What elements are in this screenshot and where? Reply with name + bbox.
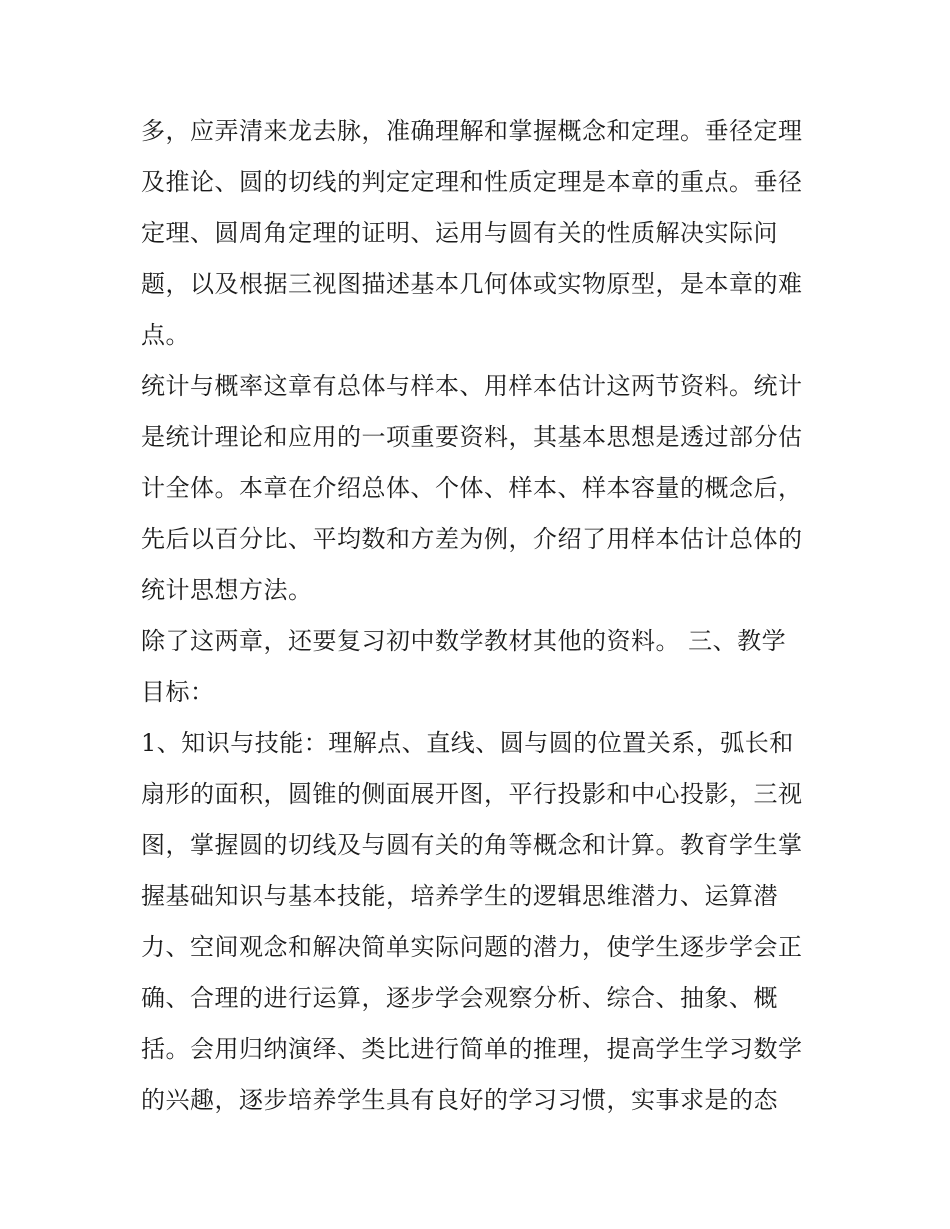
text-line: 扇形的面积，圆锥的侧面展开图，平行投影和中心投影，三视	[141, 780, 803, 808]
body-text	[141, 106, 813, 1126]
text-line: 图，掌握圆的切线及与圆有关的角等概念和计算。教育学生掌	[141, 831, 803, 859]
text-line: 是统计理论和应用的一项重要资料，其基本思想是透过部分估	[141, 423, 803, 451]
text-line: 多，应弄清来龙去脉，准确理解和掌握概念和定理。垂径定理	[141, 117, 803, 145]
text-line: 计全体。本章在介绍总体、个体、样本、样本容量的概念后，	[141, 474, 803, 502]
text-line: 先后以百分比、平均数和方差为例，介绍了用样本估计总体的	[141, 525, 803, 553]
text-line: 力、空间观念和解决简单实际问题的潜力，使学生逐步学会正	[141, 933, 803, 961]
text-line: 统计思想方法。	[141, 576, 313, 604]
text-line: 题，以及根据三视图描述基本几何体或实物原型，是本章的难	[141, 270, 803, 298]
text-line: 括。会用归纳演绎、类比进行简单的推理，提高学生学习数学	[141, 1035, 803, 1063]
text-line: 目标：	[141, 678, 215, 706]
text-line: 统计与概率这章有总体与样本、用样本估计这两节资料。统计	[141, 372, 803, 400]
text-line: 及推论、圆的切线的判定定理和性质定理是本章的重点。垂径	[141, 168, 803, 196]
text-line: 的兴趣，逐步培养学生具有良好的学习习惯，实事求是的态	[141, 1086, 778, 1114]
text-line: 握基础知识与基本技能，培养学生的逻辑思维潜力、运算潜	[141, 882, 778, 910]
text-line: 除了这两章，还要复习初中数学教材其他的资料。 三、教学	[141, 627, 787, 655]
text-line: 确、合理的进行运算，逐步学会观察分析、综合、抽象、概	[141, 984, 778, 1012]
text-line: 定理、圆周角定理的证明、运用与圆有关的性质解决实际问	[141, 219, 778, 247]
text-line: 1、知识与技能：理解点、直线、圆与圆的位置关系，弧长和	[141, 729, 794, 757]
text-line: 点。	[141, 321, 190, 349]
